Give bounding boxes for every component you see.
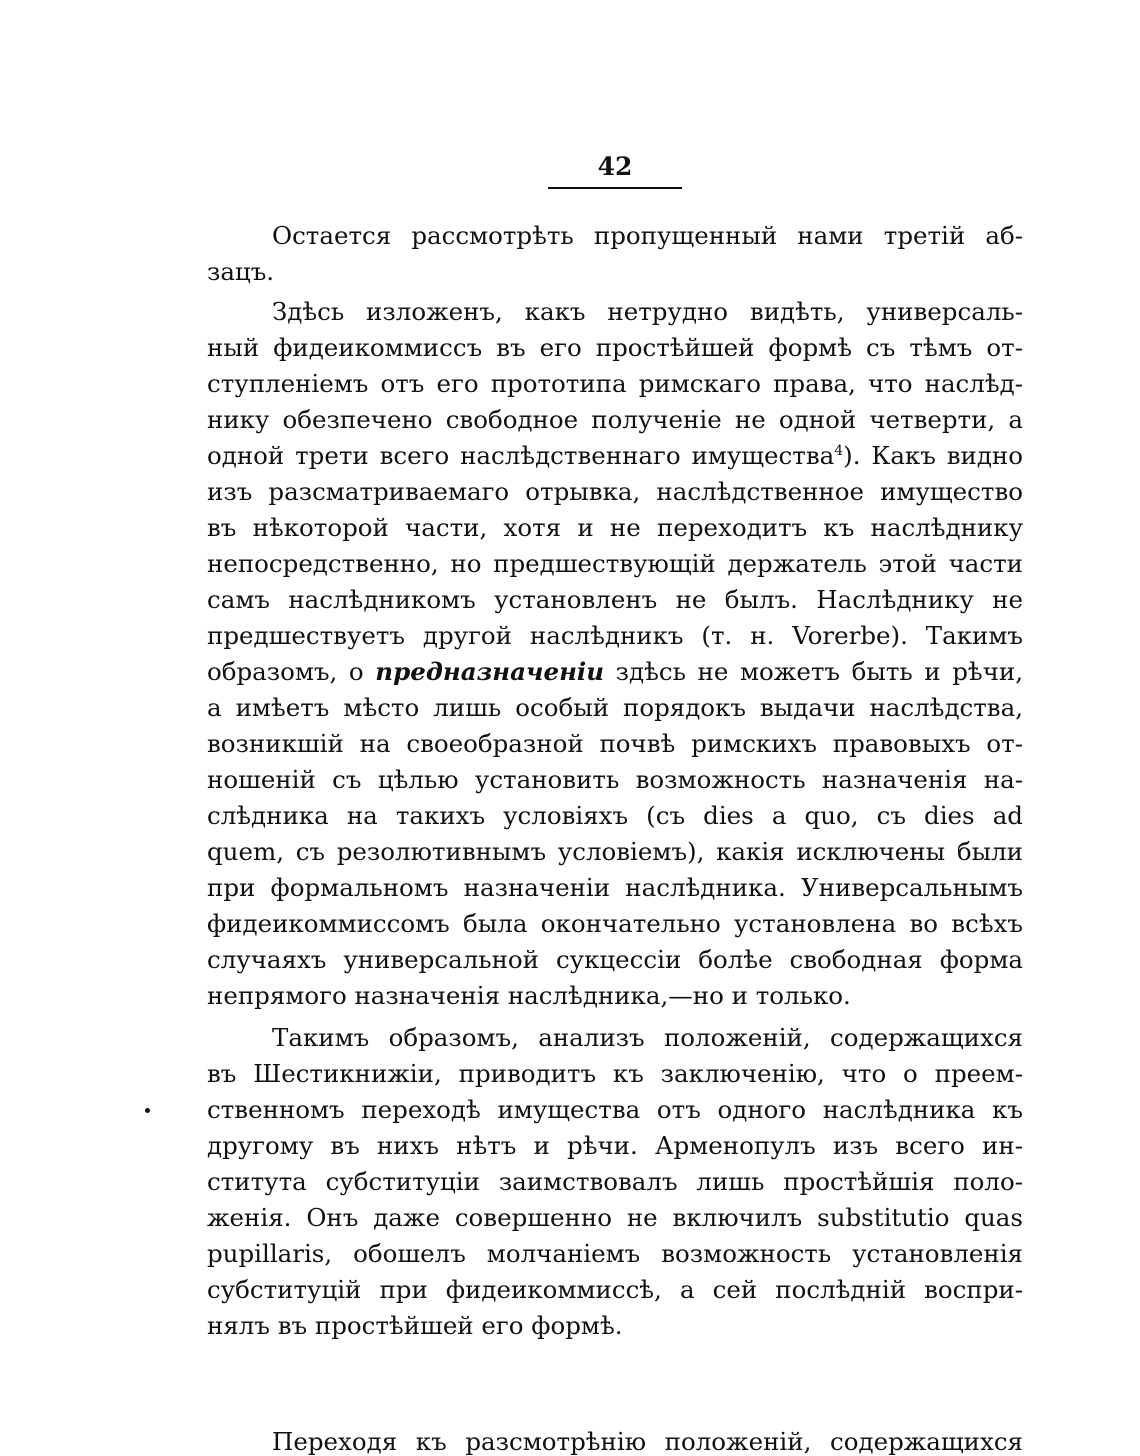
text-line: зацъ. xyxy=(207,257,275,286)
text-line: фидеикоммиссомъ была окончательно установлена во всѣхъ xyxy=(207,909,1023,938)
text-line: pupillaris, обошелъ молчаніемъ возможность установленія xyxy=(207,1239,1023,1268)
text-fragment: образомъ, о xyxy=(207,657,364,686)
text-line: изъ разсматриваемаго отрывка, наслѣдственное имущество xyxy=(207,477,1023,506)
text-line: а имѣетъ мѣсто лишь особый порядокъ выдачи наслѣдства, xyxy=(207,693,1023,722)
text-line: Такимъ образомъ, анализъ положеній, содержащихся xyxy=(272,1023,1023,1052)
footnote-marker: 4 xyxy=(834,442,844,459)
stray-ink-dot xyxy=(145,1108,150,1113)
text-fragment: здѣсь не можетъ быть и рѣчи, xyxy=(615,657,1024,686)
text-line-with-italic xyxy=(207,654,1023,690)
text-line: нику обезпечено свободное полученіе не одной четверти, а xyxy=(207,405,1023,434)
text-line: слѣдника на такихъ условіяхъ (съ dies a quo, съ dies ad xyxy=(207,801,1023,830)
text-line: ный фидеикоммиссъ въ его простѣйшей формѣ съ тѣмъ от- xyxy=(207,333,1023,362)
text-line: при формальномъ назначеніи наслѣдника. Универсальнымъ xyxy=(207,873,1023,902)
paragraph-3 xyxy=(207,1020,1023,1344)
text-line: возникшій на своеобразной почвѣ римскихъ правовыхъ от- xyxy=(207,729,1023,758)
text-line-with-footnote xyxy=(207,438,1023,474)
text-line: случаяхъ универсальной сукцессіи болѣе свободная форма xyxy=(207,945,1023,974)
text-line: Переходя къ разсмотрѣнію положеній, содержащихся xyxy=(272,1430,1023,1456)
body-text xyxy=(207,218,1023,1350)
text-line: Здѣсь изложенъ, какъ нетрудно видѣть, универсаль- xyxy=(272,297,1023,326)
text-line: предшествуетъ другой наслѣдникъ (т. н. Vorerbe). Такимъ xyxy=(207,621,1023,650)
paragraph-1 xyxy=(207,218,1023,290)
page-number: 42 xyxy=(597,152,633,181)
text-line: непосредственно, но предшествующій держатель этой части xyxy=(207,549,1023,578)
header-rule xyxy=(548,187,682,189)
text-line: нялъ въ простѣйшей его формѣ. xyxy=(207,1311,623,1340)
text-line: въ нѣкоторой части, хотя и не переходитъ къ наслѣднику xyxy=(207,513,1023,542)
paragraph-2 xyxy=(207,294,1023,1014)
text-line: другому въ нихъ нѣтъ и рѣчи. Арменопулъ изъ всего ин- xyxy=(207,1131,1023,1160)
text-line: субституцій при фидеикоммиссѣ, а сей послѣдній воспри- xyxy=(207,1275,1023,1304)
text-line: ственномъ переходѣ имущества отъ одного наслѣдника къ xyxy=(207,1095,1023,1124)
text-line: самъ наслѣдникомъ установленъ не былъ. Наслѣднику не xyxy=(207,585,1023,614)
italic-term: предназначеніи xyxy=(375,657,605,686)
text-line: ститута субституціи заимствовалъ лишь простѣйшія поло- xyxy=(207,1167,1023,1196)
text-line: ношеній съ цѣлью установить возможность назначенія на- xyxy=(207,765,1023,794)
text-fragment: одной трети всего наслѣдственнаго имущества xyxy=(207,441,835,470)
text-fragment: ). Какъ видно xyxy=(843,441,1023,470)
text-line: женія. Онъ даже совершенно не включилъ substitutio quas xyxy=(207,1203,1023,1232)
text-line: въ Шестикнижіи, приводитъ къ заключенію, что о преем- xyxy=(207,1059,1023,1088)
text-line: ступленіемъ отъ его прототипа римскаго права, что наслѣд- xyxy=(207,369,1023,398)
cutoff-text-line xyxy=(207,1430,1023,1456)
text-line: непрямого назначенія наслѣдника,—но и только. xyxy=(207,981,851,1010)
text-line: Остается рассмотрѣть пропущенный нами третій аб- xyxy=(272,221,1023,250)
text-line: quem, съ резолютивнымъ условіемъ), какія исключены были xyxy=(207,837,1023,866)
